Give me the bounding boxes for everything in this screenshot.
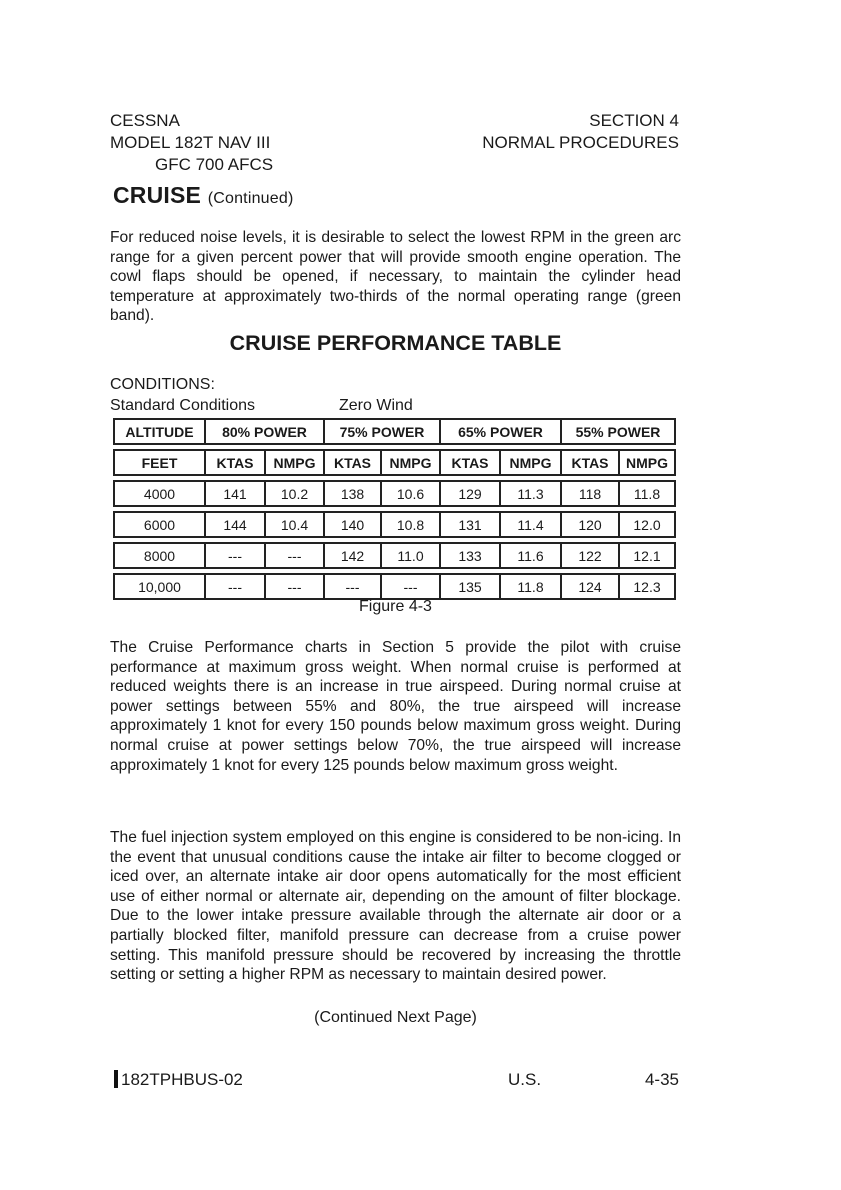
table-cell: 10,000 [114, 574, 205, 599]
figure-caption: Figure 4-3 [359, 598, 432, 615]
table-cell: 10.6 [381, 481, 440, 506]
revision-bar [114, 1070, 118, 1088]
paragraph-cruise-charts: The Cruise Performance charts in Section 5 provide the pilot with cruise performance at maximum gross weight. When normal cruise is performed at reduced weights there is an increase in true airspeed. During normal cruise at power settings between 55% and 80%, the true airspeed will increase approximately 1 knot for every 150 pounds below maximum gross weight. During normal cruise at power settings below 70%, the true airspeed will increase approximately 1 knot for every 125 pounds below maximum gross weight. [110, 639, 681, 774]
conditions-row [110, 395, 413, 416]
table-cell: --- [205, 574, 265, 599]
table-cell: 12.3 [619, 574, 675, 599]
condition-standard: Standard Conditions [110, 397, 255, 414]
col-80-power: 80% POWER [205, 419, 324, 444]
table-row [114, 543, 675, 568]
section-continued: (Continued) [207, 190, 294, 207]
table-cell: 129 [440, 481, 500, 506]
subheader-feet: FEET [114, 450, 205, 475]
subheader-ktas: KTAS [324, 450, 381, 475]
cruise-performance-table [113, 418, 676, 600]
table-cell: 11.0 [381, 543, 440, 568]
table-cell: 144 [205, 512, 265, 537]
col-altitude: ALTITUDE [114, 419, 205, 444]
col-75-power: 75% POWER [324, 419, 440, 444]
table-cell: 138 [324, 481, 381, 506]
header-avionics: GFC 700 AFCS [155, 155, 274, 174]
table-cell: 11.3 [500, 481, 561, 506]
table-cell: 11.8 [619, 481, 675, 506]
table-cell: 11.8 [500, 574, 561, 599]
header-left [110, 110, 273, 176]
table-cell: 135 [440, 574, 500, 599]
footer-doc-id: 182TPHBUS-02 [121, 1070, 243, 1089]
table-cell: --- [324, 574, 381, 599]
table-cell: 118 [561, 481, 619, 506]
table-cell: 6000 [114, 512, 205, 537]
conditions-label: CONDITIONS: [110, 376, 215, 393]
table-cell: 124 [561, 574, 619, 599]
footer-page-number: 4-35 [644, 1070, 679, 1089]
col-55-power: 55% POWER [561, 419, 675, 444]
subheader-ktas: KTAS [561, 450, 619, 475]
table-cell: 8000 [114, 543, 205, 568]
paragraph-noise: For reduced noise levels, it is desirable to select the lowest RPM in the green arc range for a given percent power that will provide smooth engine operation. The cowl flaps should be opened, if necessary, to maintain the cylinder head temperature at approximately two-thirds of the normal operating range (green band). [110, 229, 681, 325]
table-cell: 10.4 [265, 512, 324, 537]
col-65-power: 65% POWER [440, 419, 561, 444]
subheader-ktas: KTAS [205, 450, 265, 475]
table-cell: --- [265, 543, 324, 568]
table-row [114, 574, 675, 599]
continued-note: (Continued Next Page) [314, 1009, 477, 1026]
table-row [114, 512, 675, 537]
header-manufacturer: CESSNA [110, 111, 180, 130]
table-cell: 11.4 [500, 512, 561, 537]
subheader-ktas: KTAS [440, 450, 500, 475]
header-right [482, 110, 679, 154]
table-cell: 4000 [114, 481, 205, 506]
subheader-nmpg: NMPG [265, 450, 324, 475]
table-cell: 12.1 [619, 543, 675, 568]
table-cell: --- [265, 574, 324, 599]
section-title: CRUISE [113, 182, 202, 208]
condition-wind: Zero Wind [339, 397, 413, 414]
paragraph-fuel-injection: The fuel injection system employed on this engine is considered to be non-icing. In the event that unusual conditions cause the intake air filter to become clogged or iced over, an alternate intake air door opens automatically for the most efficient use of either normal or alternate air, depending on the amount of filter blockage. Due to the lower intake pressure available through the alternate air door or a partially blocked filter, manifold pressure can decrease from a cruise power setting. This manifold pressure should be recovered by increasing the throttle setting or setting a higher RPM as necessary to maintain desired power. [110, 829, 681, 984]
table-cell: 140 [324, 512, 381, 537]
table-row [114, 481, 675, 506]
subheader-nmpg: NMPG [619, 450, 675, 475]
subheader-nmpg: NMPG [381, 450, 440, 475]
table-cell: 133 [440, 543, 500, 568]
header-section: SECTION 4 [589, 111, 679, 130]
footer-left [114, 1070, 243, 1090]
table-cell: 11.6 [500, 543, 561, 568]
table-cell: 10.8 [381, 512, 440, 537]
table-subheader-row [114, 450, 675, 475]
table-cell: 142 [324, 543, 381, 568]
table-cell: 131 [440, 512, 500, 537]
footer-region: U.S. [508, 1070, 542, 1089]
table-cell: 141 [205, 481, 265, 506]
table-cell: 122 [561, 543, 619, 568]
subheader-nmpg: NMPG [500, 450, 561, 475]
header-section-title: NORMAL PROCEDURES [482, 133, 679, 152]
table-title: CRUISE PERFORMANCE TABLE [229, 331, 562, 355]
table-cell: --- [381, 574, 440, 599]
section-heading [113, 182, 294, 209]
conditions [110, 374, 413, 416]
table-cell: 10.2 [265, 481, 324, 506]
header-model: MODEL 182T NAV III [110, 133, 271, 152]
table-cell: 120 [561, 512, 619, 537]
table-cell: 12.0 [619, 512, 675, 537]
table-header-row [114, 419, 675, 444]
table-cell: --- [205, 543, 265, 568]
